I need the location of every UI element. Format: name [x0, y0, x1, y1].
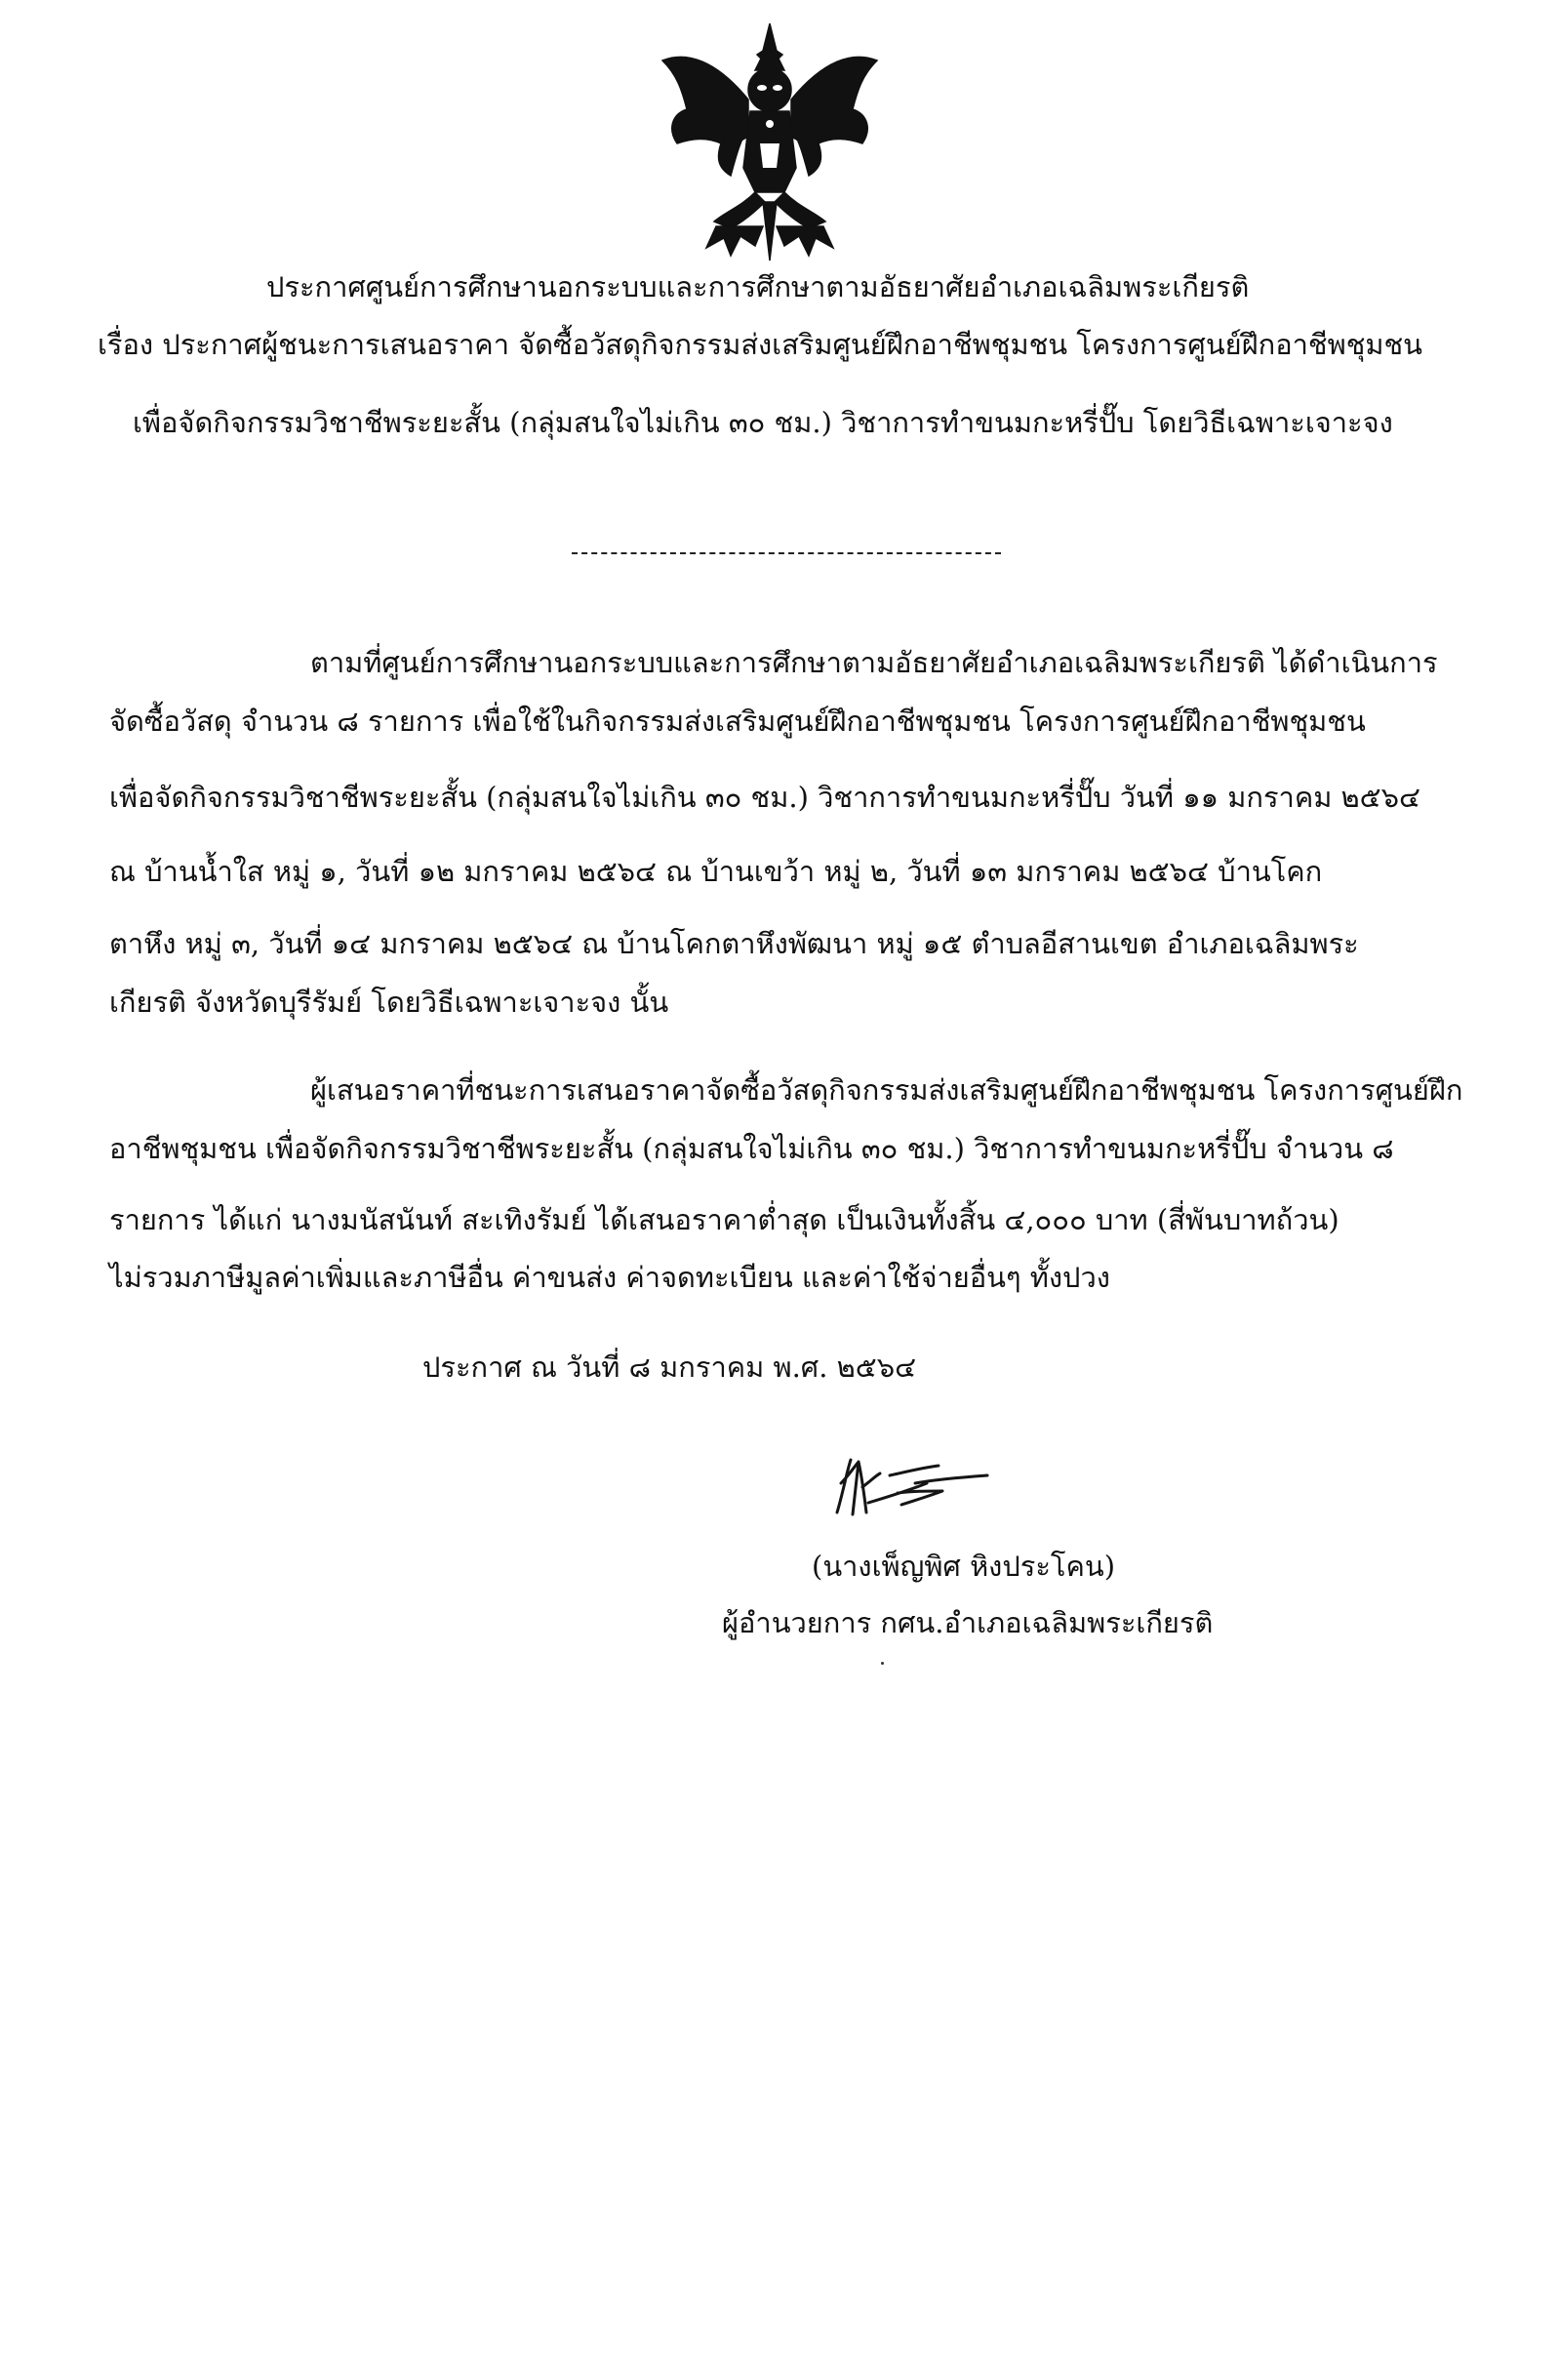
header-subject-continued: เพื่อจัดกิจกรรมวิชาชีพระยะสั้น (กลุ่มสนใจไม่เกิน ๓๐ ชม.) วิชาการทำขนมกะหรี่ปั๊บ โดยวิธีเฉพาะเจาะจง — [133, 406, 1393, 439]
paragraph-line: ผู้เสนอราคาที่ชนะการเสนอราคาจัดซื้อวัสดุกิจกรรมส่งเสริมศูนย์ฝึกอาชีพชุมชน โครงการศูนย์ฝึก — [310, 1073, 1463, 1107]
announcement-date: ประกาศ ณ วันที่ ๘ มกราคม พ.ศ. ๒๕๖๔ — [422, 1351, 917, 1384]
signatory-name: (นางเพ็ญพิศ หิงประโคน) — [812, 1550, 1116, 1583]
paragraph-line: ณ บ้านน้ำใส หมู่ ๑, วันที่ ๑๒ มกราคม ๒๕๖๔ ณ บ้านเขว้า หมู่ ๒, วันที่ ๑๓ มกราคม ๒๕๖๔ บ้านโคก — [109, 855, 1323, 888]
paragraph-line: เพื่อจัดกิจกรรมวิชาชีพระยะสั้น (กลุ่มสนใจไม่เกิน ๓๐ ชม.) วิชาการทำขนมกะหรี่ปั๊บ วันที่ ๑๑ มกราคม ๒๕๖๔ — [109, 781, 1420, 814]
scan-speck — [881, 1662, 884, 1665]
paragraph-line: ตามที่ศูนย์การศึกษานอกระบบและการศึกษาตามอัธยาศัยอำเภอเฉลิมพระเกียรติ ได้ดำเนินการ — [310, 646, 1438, 679]
paragraph-line: รายการ ได้แก่ นางมนัสนันท์ สะเทิงรัมย์ ได้เสนอราคาต่ำสุด เป็นเงินทั้งสิ้น ๔,๐๐๐ บาท (สี่พันบาทถ้วน) — [109, 1203, 1339, 1236]
paragraph-line: จัดซื้อวัสดุ จำนวน ๘ รายการ เพื่อใช้ในกิจกรรมส่งเสริมศูนย์ฝึกอาชีพชุมชน โครงการศูนย์ฝึกอาชีพชุมชน — [109, 705, 1366, 738]
garuda-emblem-icon — [648, 21, 892, 265]
paragraph-line: ตาหึง หมู่ ๓, วันที่ ๑๔ มกราคม ๒๕๖๔ ณ บ้านโคกตาหึงพัฒนา หมู่ ๑๕ ตำบลอีสานเขต อำเภอเฉลิมพระ — [109, 927, 1359, 960]
paragraph-line: เกียรติ จังหวัดบุรีรัมย์ โดยวิธีเฉพาะเจาะจง นั้น — [109, 986, 669, 1019]
paragraph-line: ไม่รวมภาษีมูลค่าเพิ่มและภาษีอื่น ค่าขนส่ง ค่าจดทะเบียน และค่าใช้จ่ายอื่นๆ ทั้งปวง — [109, 1261, 1110, 1294]
header-divider — [572, 552, 1001, 554]
paragraph-line: อาชีพชุมชน เพื่อจัดกิจกรรมวิชาชีพระยะสั้น (กลุ่มสนใจไม่เกิน ๓๐ ชม.) วิชาการทำขนมกะหรี่ปั๊บ จำนวน ๘ — [109, 1132, 1394, 1165]
signatory-title: ผู้อำนวยการ กศน.อำเภอเฉลิมพระเกียรติ — [722, 1606, 1214, 1639]
handwritten-signature — [829, 1454, 995, 1522]
header-title: ประกาศศูนย์การศึกษานอกระบบและการศึกษาตามอัธยาศัยอำเภอเฉลิมพระเกียรติ — [266, 270, 1250, 303]
header-subject: เรื่อง ประกาศผู้ชนะการเสนอราคา จัดซื้อวัสดุกิจกรรมส่งเสริมศูนย์ฝึกอาชีพชุมชน โครงการศูนย์ฝึกอาชีพชุมชน — [98, 328, 1423, 361]
